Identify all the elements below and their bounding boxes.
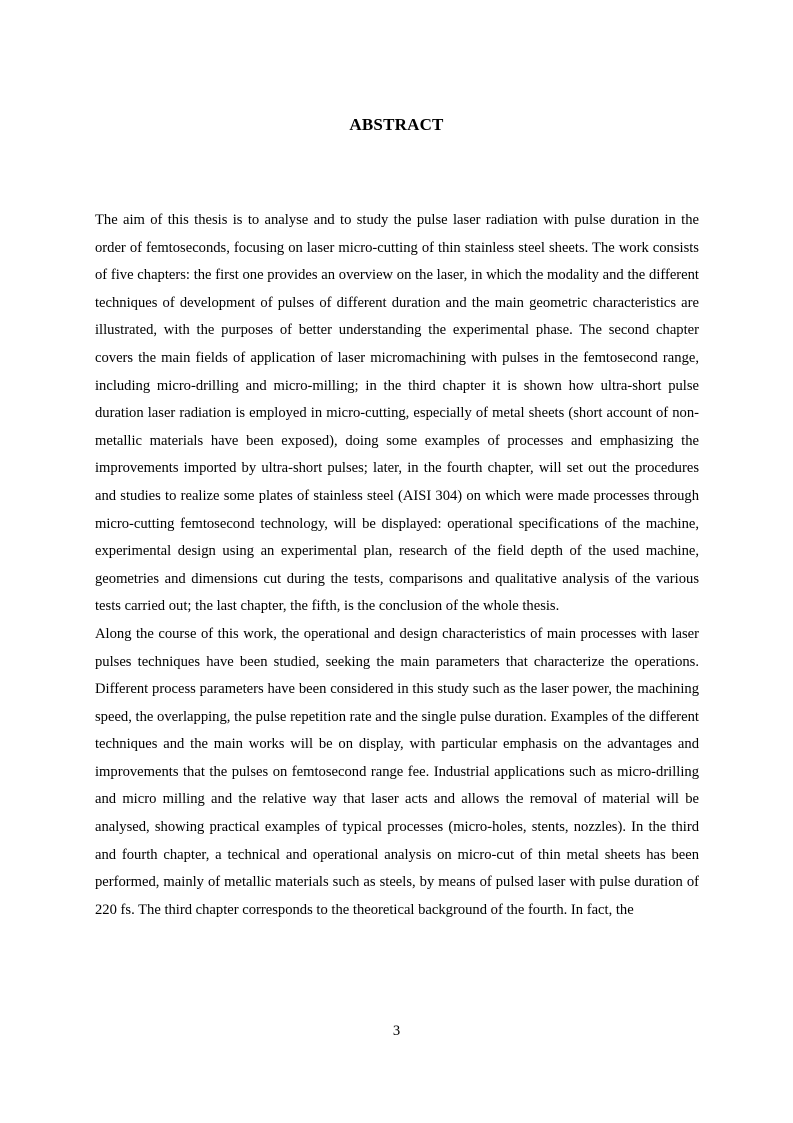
page-number: 3 (392, 1023, 401, 1039)
abstract-body (95, 207, 699, 924)
abstract-paragraph-1: The aim of this thesis is to analyse and to study the pulse laser radiation with pulse duration in the order of femtoseconds, focusing on laser micro-cutting of thin stainless steel sheets. The work consists of five chapters: the first one provides an overview on the laser, in which the modality and the different techniques of development of pulses of different duration and the main geometric characteristics are illustrated, with the purposes of better understanding the experimental phase. The second chapter covers the main fields of application of laser micromachining with pulses in the femtosecond range, including micro-drilling and micro-milling; in the third chapter it is shown how ultra-short pulse duration laser radiation is employed in micro-cutting, especially of metal sheets (short account of non-metallic materials have been exposed), doing some examples of processes and emphasizing the improvements imported by ultra-short pulses; later, in the fourth chapter, will set out the procedures and studies to realize some plates of stainless steel (AISI 304) on which were made processes through micro-cutting femtosecond technology, will be displayed: operational specifications of the machine, experimental design using an experimental plan, research of the field depth of the used machine, geometries and dimensions cut during the tests, comparisons and qualitative analysis of the various tests carried out; the last chapter, the fifth, is the conclusion of the whole thesis. (95, 212, 699, 615)
abstract-heading: ABSTRACT (349, 115, 444, 134)
abstract-paragraph-2: Along the course of this work, the operational and design characteristics of main processes with laser pulses techniques have been studied, seeking the main parameters that characterize the operations. Different process parameters have been considered in this study such as the laser power, the machining speed, the overlapping, the pulse repetition rate and the single pulse duration. Examples of the different techniques and the main works will be on display, with particular emphasis on the advantages and improvements that the pulses on femtosecond range fee. Industrial applications such as micro-drilling and micro milling and the relative way that laser acts and allows the removal of material will be analysed, showing practical examples of typical processes (micro-holes, stents, nozzles). In the third and fourth chapter, a technical and operational analysis on micro-cut of thin metal sheets has been performed, mainly of metallic materials such as steels, by means of pulsed laser with pulse duration of 220 fs. The third chapter corresponds to the theoretical background of the fourth. In fact, the (95, 625, 699, 918)
